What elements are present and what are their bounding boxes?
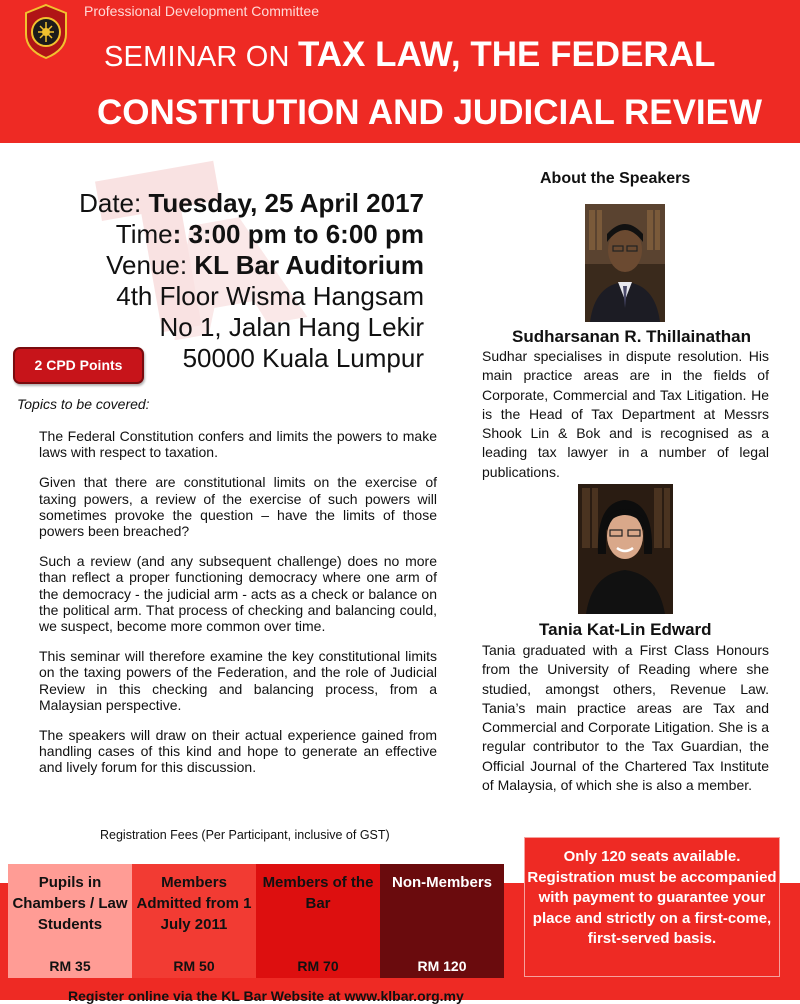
event-date — [79, 188, 424, 219]
title-bold: TAX LAW, THE FEDERAL — [297, 35, 716, 74]
fee-price: RM 35 — [49, 958, 91, 974]
venue-label: Venue: — [106, 250, 195, 280]
cpd-points-badge: 2 CPD Points — [13, 347, 144, 384]
fee-label: Members Admitted from 1 July 2011 — [136, 874, 252, 933]
time-label: Time — [115, 219, 173, 249]
speaker-name-1: Sudharsanan R. Thillainathan — [512, 327, 751, 346]
fee-box-members — [256, 864, 380, 978]
address-line-1: 4th Floor Wisma Hangsam — [116, 281, 424, 311]
fee-price: RM 50 — [173, 958, 215, 974]
speaker-bio-1: Sudhar specialises in dispute resolution. His main practice areas are in the fields of Corporate, Commercial and Tax Litigation. He is the Head of Tax Department at Messrs Shook Lin & Bok and is recognised as a leading tax lawyer in a number of legal publications. — [482, 348, 769, 480]
fee-label: Non-Members — [391, 874, 492, 891]
topic-paragraph: This seminar will therefore examine the key constitutional limits on the taxing powers of the Federation, and the role of Judicial Review in this checking and balancing process, from a Malaysian perspective. — [39, 648, 437, 713]
fee-label: Members of the Bar — [262, 874, 374, 912]
topic-paragraph: Given that there are constitutional limits on the exercise of taxing powers, a review of the exercise of such powers will sometimes provoke the question – have the limits of those powers been breached? — [39, 474, 437, 540]
topics-body — [39, 428, 437, 790]
title-prefix: SEMINAR ON — [104, 41, 298, 73]
header-banner — [0, 0, 800, 143]
fee-box-non-members — [380, 864, 504, 978]
speaker-photo-sudharsanan — [585, 204, 665, 322]
speaker-name-2: Tania Kat-Lin Edward — [539, 620, 712, 639]
venue-value: KL Bar Auditorium — [194, 250, 424, 280]
speaker-photo-tania — [578, 484, 673, 614]
fee-box-pupils — [8, 864, 132, 978]
fees-caption: Registration Fees (Per Participant, inclusive of GST) — [100, 828, 390, 842]
committee-name: Professional Development Committee — [84, 3, 319, 19]
topic-paragraph: The Federal Constitution confers and limits the powers to make laws with respect to taxation. — [39, 428, 437, 461]
fee-price: RM 70 — [297, 958, 339, 974]
seats-notice-text: Only 120 seats available. Registration must be accompanied with payment to guarantee your place and strictly on a first-come, first-served basis. — [527, 848, 777, 947]
time-value: : 3:00 pm to 6:00 pm — [172, 219, 424, 249]
seminar-title-line-1 — [104, 34, 715, 83]
fee-price: RM 120 — [417, 958, 467, 974]
speaker-bio-2: Tania graduated with a First Class Honours from the University of Reading where she studied, amongst others, Revenue Law. Tania’s main practice areas are Tax and Commercial and Corporate Litigation. She is a regular contributor to the Tax Guardian, the Official Journal of the Chartered Tax Institute of Malaysia, of which she is also a member. — [482, 642, 769, 794]
event-time — [79, 219, 424, 250]
seats-notice — [524, 837, 780, 977]
topic-paragraph: The speakers will draw on their actual experience gained from handling cases of this kind and hope to generate an effective and lively forum for this discussion. — [39, 727, 437, 776]
date-value: Tuesday, 25 April 2017 — [148, 188, 424, 218]
seminar-title-line-2: CONSTITUTION AND JUDICIAL REVIEW — [97, 93, 763, 132]
address-line-3: 50000 Kuala Lumpur — [182, 343, 424, 373]
register-online-text: Register online via the KL Bar Website at www.klbar.org.my — [68, 988, 464, 1004]
topic-paragraph: Such a review (and any subsequent challenge) does no more than reflect a proper functioning democracy where one arm of the democracy - the judicial arm - acts as a check or balance on the political arm. That process of checking and balancing could, we suspect, become more common over time. — [39, 553, 437, 635]
fee-label: Pupils in Chambers / Law Students — [12, 874, 128, 933]
event-venue — [79, 250, 424, 281]
address-line-2: No 1, Jalan Hang Lekir — [159, 312, 424, 342]
date-label: Date: — [79, 188, 149, 218]
about-speakers-heading: About the Speakers — [540, 170, 691, 187]
kl-bar-logo — [20, 2, 72, 60]
fee-box-young-members — [132, 864, 256, 978]
topics-heading: Topics to be covered: — [17, 396, 150, 412]
